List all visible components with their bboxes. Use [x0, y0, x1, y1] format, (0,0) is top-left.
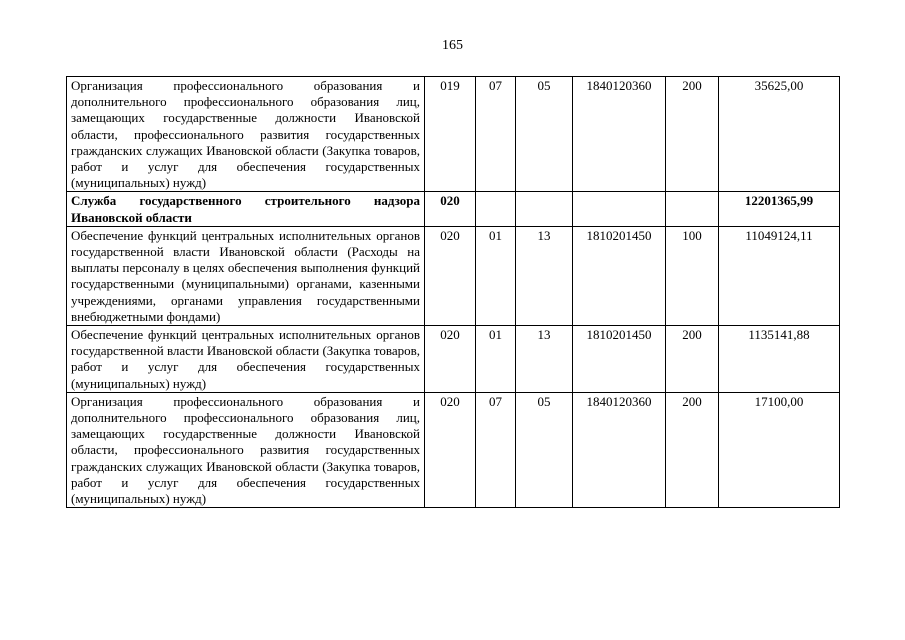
table-row: [67, 326, 840, 393]
row-sum-cell: 35625,00: [719, 77, 840, 192]
row-kind-cell: 100: [666, 226, 719, 325]
row-code-cell: 020: [425, 192, 476, 226]
row-name-cell: Организация профессионального образования и дополнительного профессионального образования лиц, замещающих государственные должности Ивановской области, профессионального развития государственных гражданских служащих Ивановской области (Закупка товаров, работ и услуг для обеспечения государственных (муниципальных) нужд): [67, 392, 425, 507]
row-name-cell: Обеспечение функций центральных исполнительных органов государственной власти Ивановской области (Расходы на выплаты персоналу в целях обеспечения выполнения функций государственными (муниципальными) органами, казенными учреждениями, органами управления государственными внебюджетными фондами): [67, 226, 425, 325]
row-article-cell: 1840120360: [573, 392, 666, 507]
table-row: [67, 392, 840, 507]
row-code-cell: 020: [425, 326, 476, 393]
row-article-cell: [573, 192, 666, 226]
row-kind-cell: 200: [666, 326, 719, 393]
row-subsection-cell: 05: [516, 392, 573, 507]
table-row: [67, 226, 840, 325]
row-sum-cell: 1135141,88: [719, 326, 840, 393]
row-sum-cell: 11049124,11: [719, 226, 840, 325]
row-section-cell: [476, 192, 516, 226]
row-name-cell: Служба государственного строительного надзора Ивановской области: [67, 192, 425, 226]
row-code-cell: 019: [425, 77, 476, 192]
table-row-department: [67, 192, 840, 226]
table-row: [67, 77, 840, 192]
row-code-cell: 020: [425, 392, 476, 507]
row-subsection-cell: 13: [516, 326, 573, 393]
row-section-cell: 07: [476, 392, 516, 507]
row-kind-cell: [666, 192, 719, 226]
row-name-cell: Обеспечение функций центральных исполнительных органов государственной власти Ивановской области (Закупка товаров, работ и услуг для обеспечения государственных (муниципальных) нужд): [67, 326, 425, 393]
row-subsection-cell: [516, 192, 573, 226]
row-section-cell: 07: [476, 77, 516, 192]
row-section-cell: 01: [476, 226, 516, 325]
row-kind-cell: 200: [666, 77, 719, 192]
row-name-cell: Организация профессионального образования и дополнительного профессионального образования лиц, замещающих государственные должности Ивановской области, профессионального развития государственных гражданских служащих Ивановской области (Закупка товаров, работ и услуг для обеспечения государственных (муниципальных) нужд): [67, 77, 425, 192]
row-article-cell: 1810201450: [573, 326, 666, 393]
budget-table: [66, 76, 840, 508]
row-subsection-cell: 05: [516, 77, 573, 192]
page-number: 165: [442, 38, 463, 53]
row-sum-cell: 17100,00: [719, 392, 840, 507]
row-section-cell: 01: [476, 326, 516, 393]
row-kind-cell: 200: [666, 392, 719, 507]
row-subsection-cell: 13: [516, 226, 573, 325]
row-sum-cell: 12201365,99: [719, 192, 840, 226]
row-code-cell: 020: [425, 226, 476, 325]
row-article-cell: 1840120360: [573, 77, 666, 192]
row-article-cell: 1810201450: [573, 226, 666, 325]
